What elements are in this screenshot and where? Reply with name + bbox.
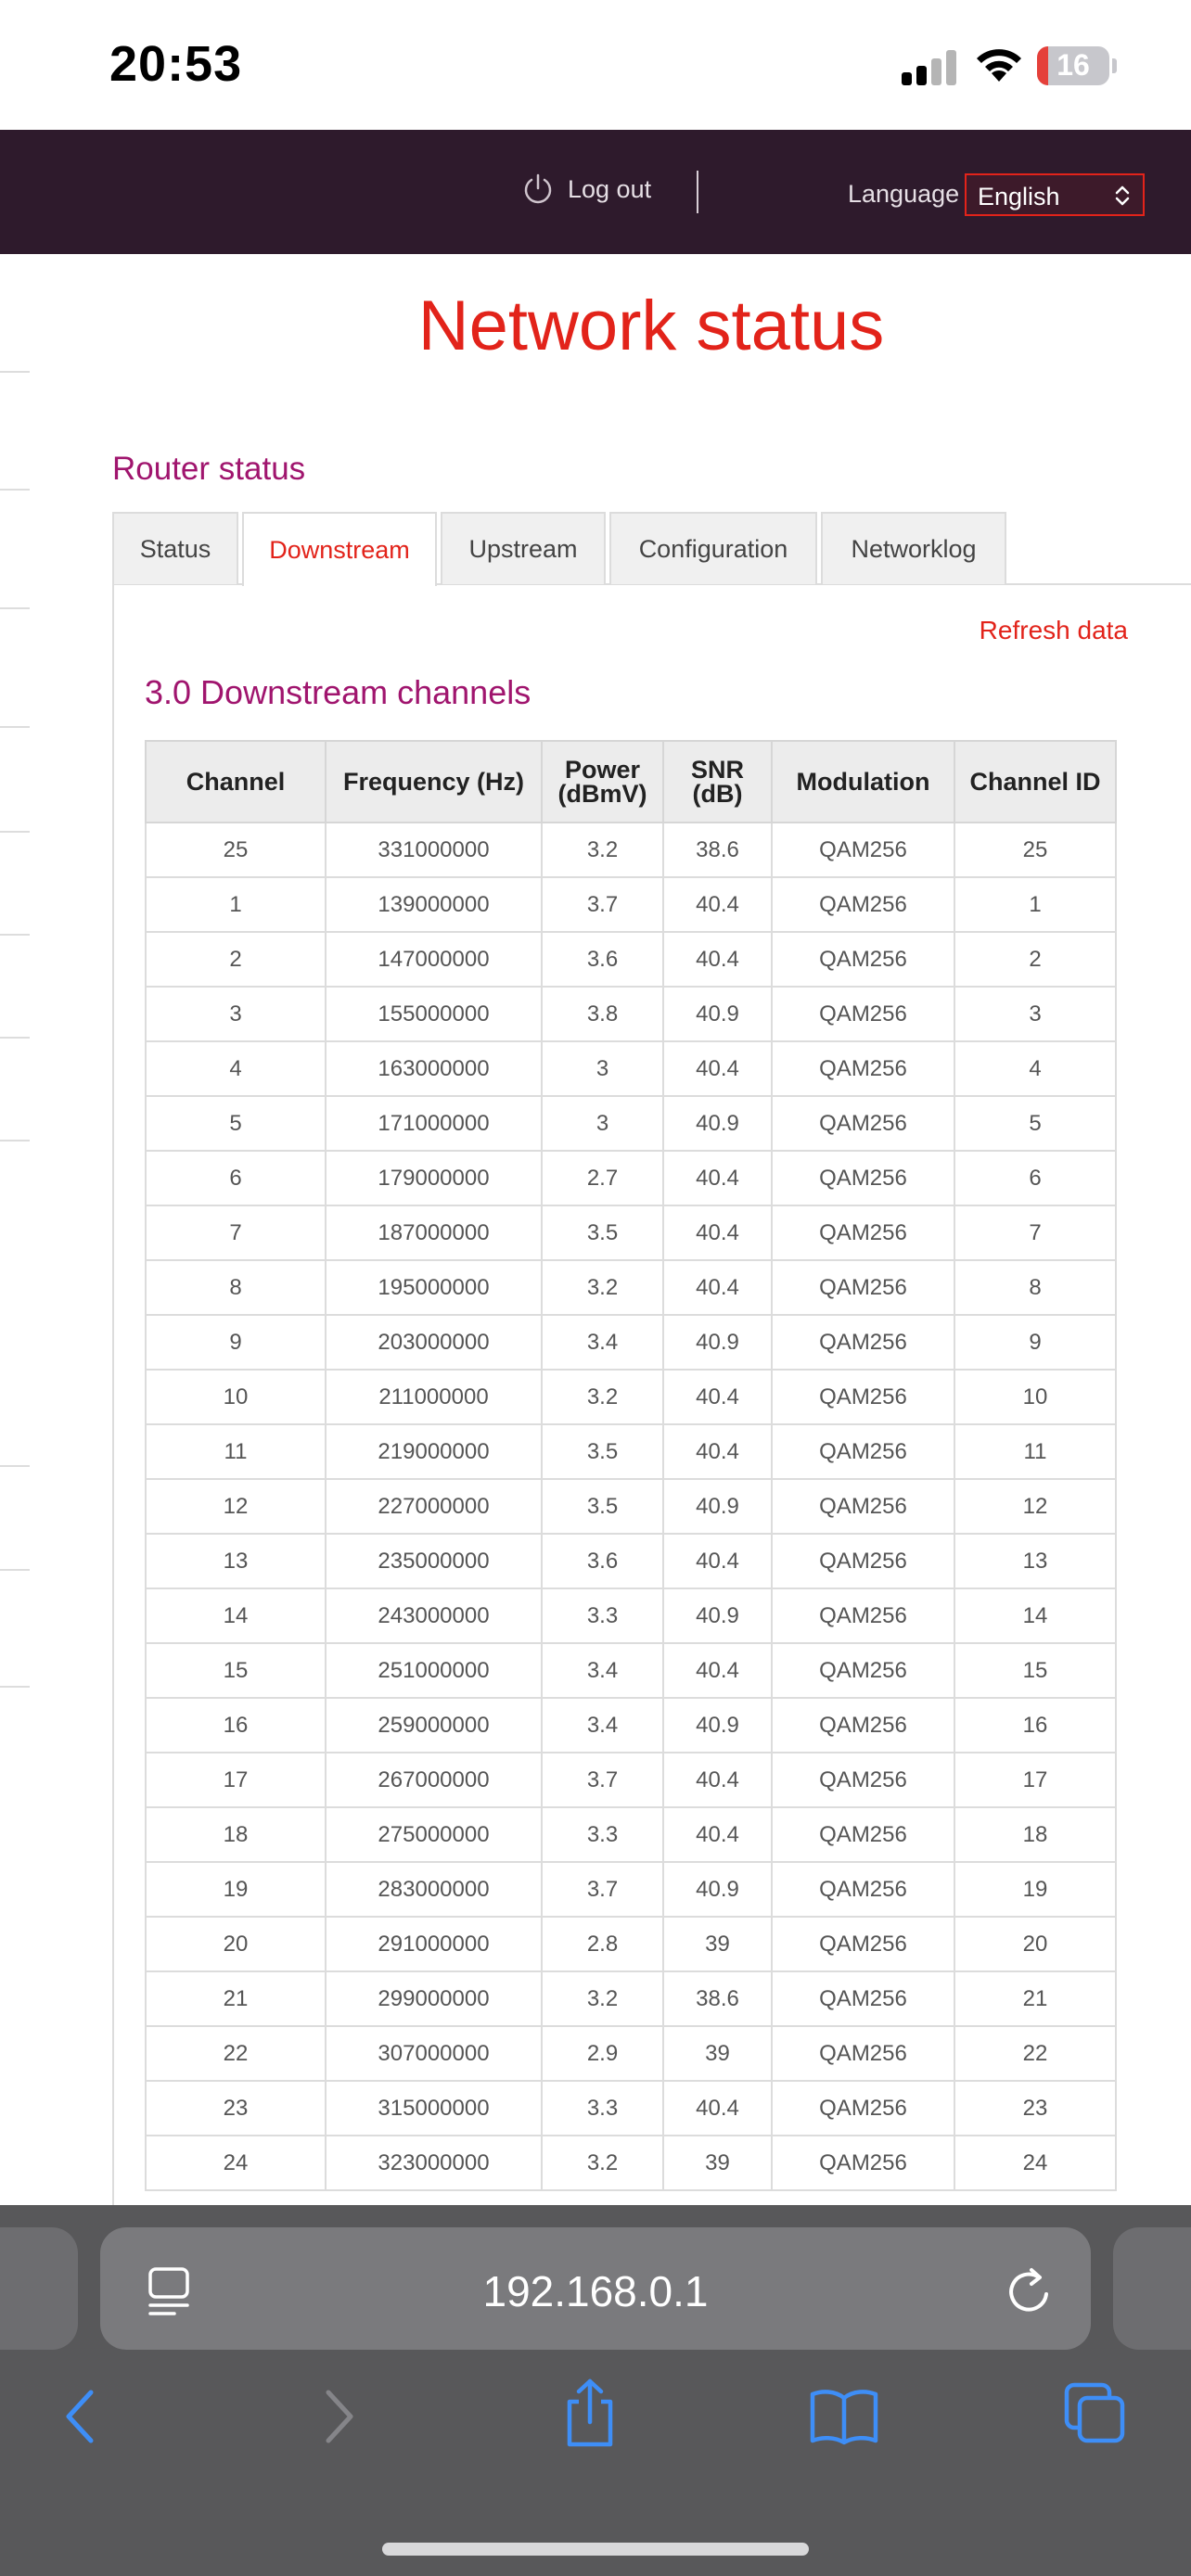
cell-modulation: QAM256 <box>772 1151 954 1205</box>
cell-snr: 40.4 <box>663 877 772 932</box>
cell-power: 3.7 <box>542 1753 663 1807</box>
table-row <box>146 1807 1116 1862</box>
cell-power: 3.7 <box>542 1862 663 1917</box>
home-indicator <box>382 2543 809 2556</box>
cell-channel-id: 24 <box>954 2136 1116 2190</box>
cell-power: 3.4 <box>542 1643 663 1698</box>
cell-power: 3.8 <box>542 987 663 1041</box>
table-row <box>146 1862 1116 1917</box>
cell-power: 3.4 <box>542 1315 663 1370</box>
tabs-icon[interactable] <box>1063 2381 1128 2446</box>
chevron-up-down-icon <box>1113 183 1132 209</box>
cell-channel: 17 <box>146 1753 326 1807</box>
power-icon <box>521 172 555 206</box>
cell-snr: 40.4 <box>663 1753 772 1807</box>
cell-power: 3 <box>542 1041 663 1096</box>
cell-channel-id: 3 <box>954 987 1116 1041</box>
cell-channel: 5 <box>146 1096 326 1151</box>
cell-frequency: 243000000 <box>326 1588 542 1643</box>
cellular-signal-icon <box>902 48 957 85</box>
table-row <box>146 1260 1116 1315</box>
column-header-channel: Channel <box>146 741 326 823</box>
cell-channel-id: 19 <box>954 1862 1116 1917</box>
cell-snr: 40.9 <box>663 1698 772 1753</box>
header-divider <box>697 171 698 213</box>
cell-frequency: 291000000 <box>326 1917 542 1971</box>
share-icon[interactable] <box>560 2378 620 2448</box>
cell-modulation: QAM256 <box>772 877 954 932</box>
table-row <box>146 1315 1116 1370</box>
cell-snr: 40.4 <box>663 1643 772 1698</box>
cell-snr: 40.9 <box>663 1479 772 1534</box>
cell-power: 3.2 <box>542 1971 663 2026</box>
cell-channel-id: 20 <box>954 1917 1116 1971</box>
table-row <box>146 1041 1116 1096</box>
cell-power: 2.7 <box>542 1151 663 1205</box>
section-title: 3.0 Downstream channels <box>145 673 531 711</box>
cell-snr: 39 <box>663 2026 772 2081</box>
cell-channel-id: 13 <box>954 1534 1116 1588</box>
cell-channel-id: 12 <box>954 1479 1116 1534</box>
cell-snr: 40.4 <box>663 2081 772 2136</box>
site-header <box>0 130 1191 254</box>
cell-channel: 23 <box>146 2081 326 2136</box>
cell-power: 3.5 <box>542 1479 663 1534</box>
cell-modulation: QAM256 <box>772 987 954 1041</box>
cell-channel: 19 <box>146 1862 326 1917</box>
sidebar-edge-line <box>0 1686 30 1688</box>
cell-snr: 40.4 <box>663 1151 772 1205</box>
logout-label: Log out <box>568 174 652 203</box>
table-row <box>146 1151 1116 1205</box>
cell-frequency: 219000000 <box>326 1424 542 1479</box>
cell-channel-id: 25 <box>954 823 1116 877</box>
cell-modulation: QAM256 <box>772 932 954 987</box>
cell-channel: 14 <box>146 1588 326 1643</box>
cell-modulation: QAM256 <box>772 1643 954 1698</box>
column-header-snr: SNR (dB) <box>663 741 772 823</box>
cell-modulation: QAM256 <box>772 2081 954 2136</box>
cell-channel-id: 15 <box>954 1643 1116 1698</box>
tab-bar <box>112 512 1010 584</box>
cell-power: 3.3 <box>542 2081 663 2136</box>
cell-snr: 40.4 <box>663 932 772 987</box>
cell-snr: 40.4 <box>663 1041 772 1096</box>
cell-channel: 21 <box>146 1971 326 2026</box>
cell-channel-id: 23 <box>954 2081 1116 2136</box>
cell-frequency: 235000000 <box>326 1534 542 1588</box>
table-row <box>146 823 1116 877</box>
column-header-power: Power (dBmV) <box>542 741 663 823</box>
cell-snr: 40.9 <box>663 1588 772 1643</box>
cell-frequency: 331000000 <box>326 823 542 877</box>
cell-modulation: QAM256 <box>772 1917 954 1971</box>
cell-channel: 16 <box>146 1698 326 1753</box>
sidebar-edge-line <box>0 607 30 609</box>
cell-frequency: 323000000 <box>326 2136 542 2190</box>
cell-channel: 12 <box>146 1479 326 1534</box>
cell-frequency: 251000000 <box>326 1643 542 1698</box>
cell-channel-id: 10 <box>954 1370 1116 1424</box>
cell-channel-id: 22 <box>954 2026 1116 2081</box>
cell-snr: 40.9 <box>663 1096 772 1151</box>
router-status-heading: Router status <box>112 451 306 487</box>
next-tab-pill[interactable] <box>1113 2227 1191 2350</box>
cell-snr: 40.4 <box>663 1807 772 1862</box>
cell-modulation: QAM256 <box>772 1315 954 1370</box>
forward-icon[interactable] <box>321 2387 358 2446</box>
tab-status[interactable]: Status <box>112 512 238 584</box>
bookmarks-icon[interactable] <box>809 2387 879 2446</box>
cell-channel: 20 <box>146 1917 326 1971</box>
sidebar-edge-line <box>0 831 30 833</box>
table-body <box>146 823 1116 2190</box>
table-row <box>146 2081 1116 2136</box>
cell-power: 3.2 <box>542 2136 663 2190</box>
cell-channel-id: 14 <box>954 1588 1116 1643</box>
cell-frequency: 147000000 <box>326 932 542 987</box>
tab-downstream[interactable]: Downstream <box>242 512 437 586</box>
cell-channel-id: 2 <box>954 932 1116 987</box>
cell-channel: 1 <box>146 877 326 932</box>
cell-channel: 24 <box>146 2136 326 2190</box>
cell-frequency: 203000000 <box>326 1315 542 1370</box>
cell-channel-id: 9 <box>954 1315 1116 1370</box>
table-header-row <box>146 741 1116 823</box>
cell-frequency: 307000000 <box>326 2026 542 2081</box>
cell-modulation: QAM256 <box>772 1370 954 1424</box>
cell-modulation: QAM256 <box>772 1971 954 2026</box>
column-header-channel-id: Channel ID <box>954 741 1116 823</box>
cell-channel: 11 <box>146 1424 326 1479</box>
cell-snr: 40.4 <box>663 1534 772 1588</box>
cell-channel-id: 7 <box>954 1205 1116 1260</box>
cell-power: 2.9 <box>542 2026 663 2081</box>
clock-time: 20:53 <box>109 36 243 92</box>
battery-tip <box>1112 58 1117 73</box>
table-row <box>146 1534 1116 1588</box>
cell-snr: 39 <box>663 1917 772 1971</box>
ios-status-bar <box>0 0 1191 130</box>
column-header-frequency: Frequency (Hz) <box>326 741 542 823</box>
tab-networklog[interactable]: Networklog <box>821 512 1006 584</box>
sidebar-edge-line <box>0 489 30 491</box>
address-bar[interactable] <box>100 2227 1091 2350</box>
cell-channel: 7 <box>146 1205 326 1260</box>
cell-power: 3.2 <box>542 1260 663 1315</box>
cell-frequency: 299000000 <box>326 1971 542 2026</box>
cell-snr: 40.9 <box>663 987 772 1041</box>
sidebar-edge-line <box>0 1140 30 1141</box>
cell-channel: 10 <box>146 1370 326 1424</box>
cell-frequency: 227000000 <box>326 1479 542 1534</box>
cell-snr: 39 <box>663 2136 772 2190</box>
cell-power: 3.2 <box>542 1370 663 1424</box>
table-row <box>146 987 1116 1041</box>
battery-icon <box>1037 46 1109 85</box>
cell-frequency: 267000000 <box>326 1753 542 1807</box>
reload-icon[interactable] <box>1005 2264 1054 2316</box>
cell-modulation: QAM256 <box>772 1807 954 1862</box>
battery-percentage: 16 <box>1057 48 1090 82</box>
cell-channel-id: 1 <box>954 877 1116 932</box>
cell-channel-id: 16 <box>954 1698 1116 1753</box>
language-selected-value: English <box>978 183 1060 210</box>
sidebar-edge-line <box>0 726 30 728</box>
cell-channel: 13 <box>146 1534 326 1588</box>
cell-power: 3.6 <box>542 1534 663 1588</box>
table-row <box>146 1588 1116 1643</box>
back-icon[interactable] <box>61 2387 98 2446</box>
cell-channel: 6 <box>146 1151 326 1205</box>
cell-channel: 8 <box>146 1260 326 1315</box>
cell-power: 3.5 <box>542 1424 663 1479</box>
table-row <box>146 1370 1116 1424</box>
cell-channel-id: 11 <box>954 1424 1116 1479</box>
cell-channel: 4 <box>146 1041 326 1096</box>
cell-power: 3.4 <box>542 1698 663 1753</box>
cell-channel-id: 18 <box>954 1807 1116 1862</box>
wifi-icon <box>974 45 1024 83</box>
cell-snr: 40.9 <box>663 1315 772 1370</box>
cell-channel: 18 <box>146 1807 326 1862</box>
column-header-modulation: Modulation <box>772 741 954 823</box>
cell-power: 3.3 <box>542 1588 663 1643</box>
cell-modulation: QAM256 <box>772 823 954 877</box>
cell-power: 3 <box>542 1096 663 1151</box>
cell-modulation: QAM256 <box>772 1205 954 1260</box>
sidebar-edge-line <box>0 1037 30 1039</box>
cell-channel-id: 8 <box>954 1260 1116 1315</box>
previous-tab-pill[interactable] <box>0 2227 78 2350</box>
cell-frequency: 315000000 <box>326 2081 542 2136</box>
table-row <box>146 1698 1116 1753</box>
cell-power: 3.3 <box>542 1807 663 1862</box>
page-title: Network status <box>417 287 885 365</box>
logout-button[interactable] <box>521 172 651 206</box>
cell-channel: 22 <box>146 2026 326 2081</box>
cell-snr: 40.4 <box>663 1370 772 1424</box>
cell-frequency: 163000000 <box>326 1041 542 1096</box>
cell-frequency: 155000000 <box>326 987 542 1041</box>
cell-snr: 38.6 <box>663 1971 772 2026</box>
language-select[interactable] <box>965 173 1145 216</box>
sidebar-edge-line <box>0 1465 30 1467</box>
cell-frequency: 171000000 <box>326 1096 542 1151</box>
refresh-data-link[interactable]: Refresh data <box>979 616 1128 644</box>
sidebar-edge-line <box>0 1569 30 1571</box>
cell-snr: 40.4 <box>663 1260 772 1315</box>
cell-frequency: 275000000 <box>326 1807 542 1862</box>
cell-frequency: 283000000 <box>326 1862 542 1917</box>
cell-snr: 38.6 <box>663 823 772 877</box>
cell-modulation: QAM256 <box>772 1479 954 1534</box>
sidebar-edge-line <box>0 371 30 373</box>
cell-channel: 15 <box>146 1643 326 1698</box>
table-row <box>146 1917 1116 1971</box>
table-row <box>146 877 1116 932</box>
sidebar-edge-line <box>0 934 30 936</box>
tab-configuration[interactable]: Configuration <box>609 512 817 584</box>
browser-bottom-bar <box>0 2205 1191 2576</box>
table-row <box>146 2136 1116 2190</box>
cell-channel: 2 <box>146 932 326 987</box>
cell-frequency: 139000000 <box>326 877 542 932</box>
cell-modulation: QAM256 <box>772 2136 954 2190</box>
cell-power: 2.8 <box>542 1917 663 1971</box>
cell-modulation: QAM256 <box>772 1862 954 1917</box>
downstream-channels-table <box>145 740 1117 2191</box>
cell-frequency: 259000000 <box>326 1698 542 1753</box>
table-row <box>146 1971 1116 2026</box>
table-row <box>146 1424 1116 1479</box>
cell-modulation: QAM256 <box>772 1096 954 1151</box>
table-row <box>146 1643 1116 1698</box>
table-row <box>146 1479 1116 1534</box>
cell-power: 3.5 <box>542 1205 663 1260</box>
cell-frequency: 211000000 <box>326 1370 542 1424</box>
cell-channel-id: 5 <box>954 1096 1116 1151</box>
table-row <box>146 2026 1116 2081</box>
cell-modulation: QAM256 <box>772 1753 954 1807</box>
language-label: Language <box>848 180 960 208</box>
url-text: 192.168.0.1 <box>482 2267 709 2315</box>
tab-upstream[interactable]: Upstream <box>441 512 606 584</box>
cell-modulation: QAM256 <box>772 1260 954 1315</box>
cell-channel: 3 <box>146 987 326 1041</box>
cell-snr: 40.4 <box>663 1424 772 1479</box>
cell-power: 3.6 <box>542 932 663 987</box>
cell-modulation: QAM256 <box>772 1698 954 1753</box>
cell-channel-id: 4 <box>954 1041 1116 1096</box>
cell-channel: 25 <box>146 823 326 877</box>
cell-modulation: QAM256 <box>772 1588 954 1643</box>
cell-frequency: 187000000 <box>326 1205 542 1260</box>
cell-snr: 40.4 <box>663 1205 772 1260</box>
cell-power: 3.2 <box>542 823 663 877</box>
table-row <box>146 932 1116 987</box>
cell-channel: 9 <box>146 1315 326 1370</box>
cell-snr: 40.9 <box>663 1862 772 1917</box>
cell-modulation: QAM256 <box>772 1534 954 1588</box>
cell-modulation: QAM256 <box>772 1424 954 1479</box>
cell-frequency: 179000000 <box>326 1151 542 1205</box>
cell-power: 3.7 <box>542 877 663 932</box>
cell-channel-id: 17 <box>954 1753 1116 1807</box>
cell-channel-id: 6 <box>954 1151 1116 1205</box>
cell-channel-id: 21 <box>954 1971 1116 2026</box>
cell-frequency: 195000000 <box>326 1260 542 1315</box>
cell-modulation: QAM256 <box>772 1041 954 1096</box>
table-row <box>146 1753 1116 1807</box>
cell-modulation: QAM256 <box>772 2026 954 2081</box>
table-row <box>146 1096 1116 1151</box>
table-row <box>146 1205 1116 1260</box>
